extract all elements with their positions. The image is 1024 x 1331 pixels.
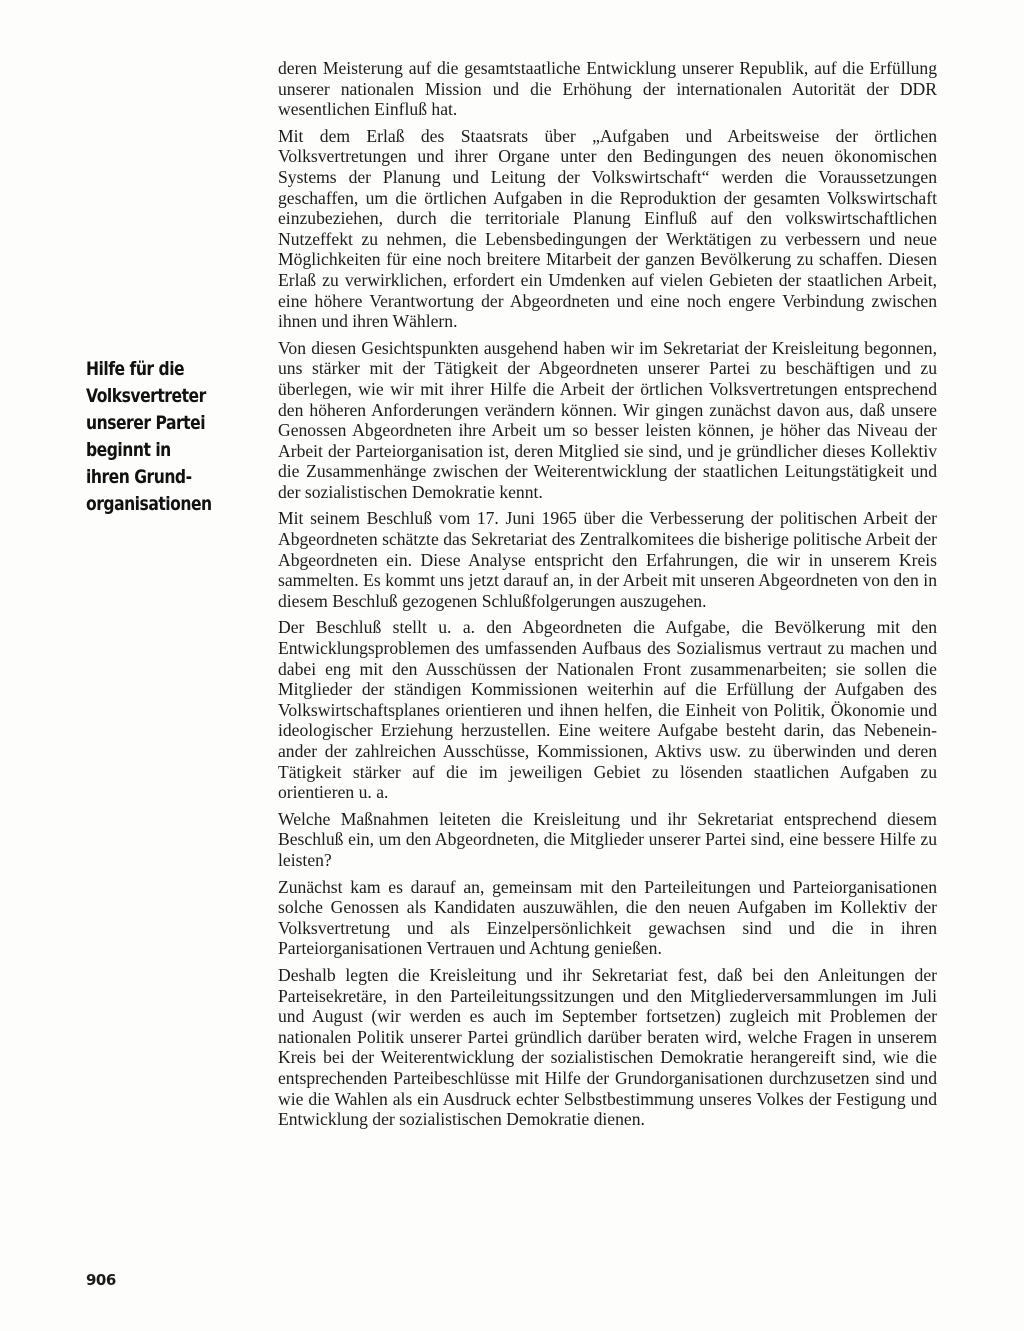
paragraph: Mit dem Erlaß des Staatsrats über „Aufgaben und Arbeitsweise der örtlichen Volksvertretungen und ihrer Organe unter den Bedingungen des neuen ökonomischen Systems der Planung und Leitung der Volkswirtschaft“ werden die Voraussetzungen geschaffen, um die örtlichen Aufgaben in die Reproduktion der gesamten Volkswirtschaft einzubeziehen, durch die territoriale Planung Einfluß auf den volkswirtschaftlichen Nutzeffekt zu nehmen, die Lebensbedingungen der Werktätigen zu verbessern und neue Möglichkeiten für eine noch breitere Mitarbeit der ganzen Bevölkerung zu schaffen. Diesen Erlaß zu verwirklichen, erfordert ein Umdenken auf vielen Gebieten der staatlichen Arbeit, eine höhere Verantwortung der Abgeordneten und eine noch engere Verbindung zwischen ihnen und ihren Wählern. bbox=[278, 125, 937, 332]
paragraph: Mit seinem Beschluß vom 17. Juni 1965 über die Verbesserung der politischen Arbeit der Abgeordneten schätzte das Sekretariat des Zentralkomitees die bisherige politische Arbeit der Abgeordneten ein. Diese Analyse entspricht den Erfahrungen, die wir in unserem Kreis sammelten. Es kommt uns jetzt darauf an, in der Arbeit mit unseren Abgeordneten von den in diesem Beschluß gezogenen Schlußfolgerungen auszugehen. bbox=[278, 508, 937, 611]
paragraph: Von diesen Gesichtspunkten ausgehend haben wir im Sekretariat der Kreisleitung begonnen, uns stärker mit der Tätigkeit der Abgeordneten unserer Partei zu beschäftigen und zu überlegen, wie wir mit ihrer Hilfe die Arbeit der örtlichen Volksvertretungen entsprechend den höheren Anforderungen verändern können. Wir gingen zunächst davon aus, daß unsere Genossen Abgeordneten ihre Arbeit um so besser leisten können, je höher das Niveau der Arbeit der Parteiorganisation ist, deren Mitglied sie sind, und je gründlicher dieses Kollektiv die Zusammenhänge zwischen der Weiterentwicklung der staatlichen Leitungstätigkeit und der sozialistischen Demokratie kennt. bbox=[278, 337, 937, 502]
margin-heading-line: Hilfe für die bbox=[86, 358, 185, 380]
margin-heading-line: Volksvertreter bbox=[86, 385, 206, 407]
margin-heading bbox=[86, 356, 217, 518]
margin-heading-line: beginnt in bbox=[86, 439, 171, 461]
paragraph: Deshalb legten die Kreisleitung und ihr Sekretariat fest, daß bei den Anleitungen der Parteisekretäre, in den Parteileitungssitzungen und den Mitgliederversammlungen im Juli und August (wir werden es auch im September fortsetzen) zugleich mit Problemen der nationalen Politik unserer Partei gründlich darüber beraten wird, welche Fragen in unserem Kreis bei der Weiterentwicklung der sozialistischen Demokratie herangereift sind, wie die entsprechenden Parteibeschlüsse mit Hilfe der Grundorganisationen durchzusetzen sind und wie die Wahlen als ein Ausdruck echter Selbstbestimmung unseres Volkes der Festigung und Entwicklung der sozialistischen Demokratie dienen. bbox=[278, 964, 937, 1130]
paragraph: Welche Maßnahmen leiteten die Kreisleitung und ihr Sekretariat entsprechend diesem Beschluß ein, um den Abgeordneten, die Mitglieder unserer Partei sind, eine bessere Hilfe zu leisten? bbox=[278, 808, 937, 870]
body-text bbox=[278, 58, 937, 1136]
margin-heading-line: organisationen bbox=[86, 493, 212, 515]
margin-heading-line: unserer Partei bbox=[86, 412, 206, 434]
paragraph: deren Meisterung auf die gesamtstaatliche Entwicklung unserer Republik, auf die Erfüllung unserer nationalen Mission und die Erhöhung der internationalen Autorität der DDR wesentlichen Einfluß hat. bbox=[278, 58, 937, 120]
margin-heading-line: ihren Grund- bbox=[86, 466, 192, 488]
page-number: 906 bbox=[86, 1271, 116, 1289]
paragraph: Der Beschluß stellt u. a. den Abgeordneten die Aufgabe, die Bevölkerung mit den Entwicklungsproblemen des umfassenden Aufbaus des Sozialismus vertraut zu machen und dabei eng mit den Ausschüssen der Nationalen Front zusammenarbeiten; sie sollen die Mitglieder der ständigen Kommissionen weiterhin auf die Erfüllung der Aufgaben des Volkswirtschaftsplanes orientieren und ihnen helfen, die Einheit von Politik, Ökonomie und ideologischer Erziehung herzustellen. Eine weitere Aufgabe besteht darin, das Nebeneinander der zahlreichen Ausschüsse, Kommissionen, Aktivs usw. zu überwinden und deren Tätigkeit stärker auf die im jeweiligen Gebiet zu lösenden staatlichen Aufgaben zu orientieren u. a. bbox=[278, 617, 937, 803]
paragraph: Zunächst kam es darauf an, gemeinsam mit den Parteileitungen und Parteiorganisationen solche Genossen als Kandidaten auszuwählen, die den neuen Aufgaben im Kollektiv der Volksvertretung und als Einzelpersönlichkeit gewachsen sind und die in ihren Parteiorganisationen Vertrauen und Achtung genießen. bbox=[278, 876, 937, 959]
